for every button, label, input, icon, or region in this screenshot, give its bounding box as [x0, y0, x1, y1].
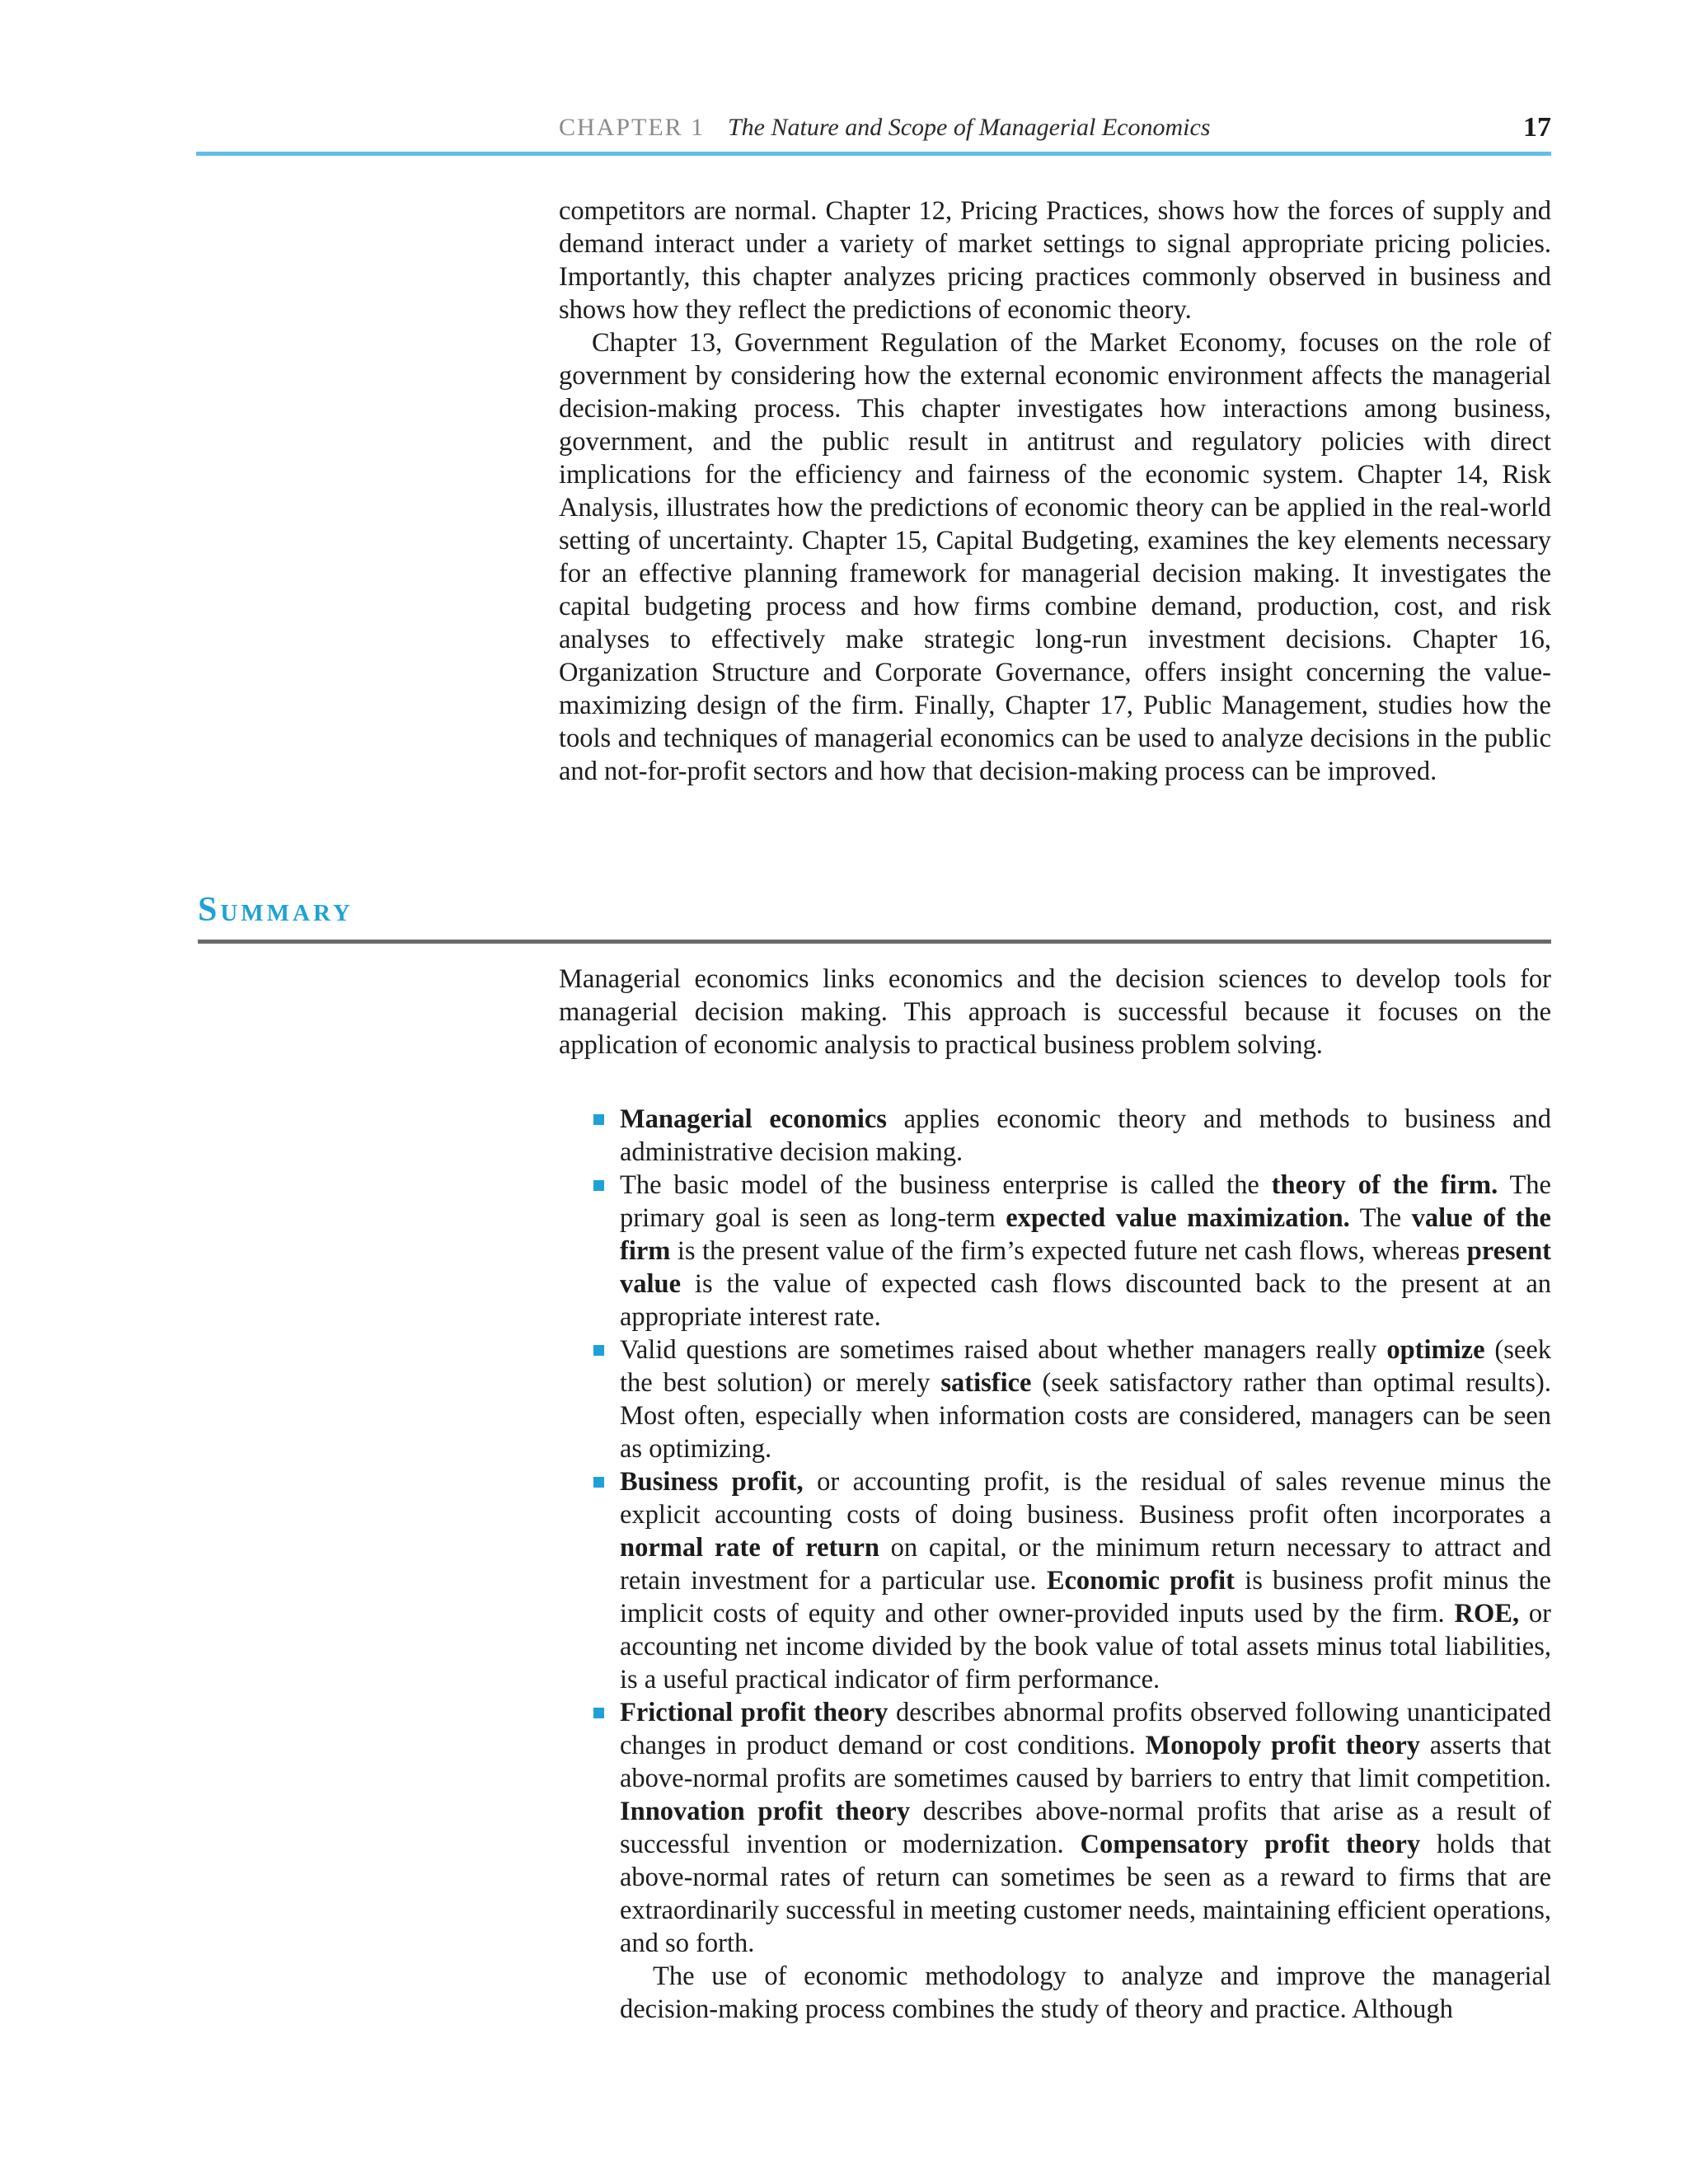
bullet-text: or accounting profit, is the residual of sales revenue minus the explicit accounting costs of doing business. Business profit often incorporates a [620, 1467, 1551, 1530]
term: satisfice [940, 1368, 1032, 1398]
term: Innovation profit theory [620, 1797, 911, 1826]
summary-bullet-2 [620, 1169, 1551, 1333]
bullet-text: Valid questions are sometimes raised about whether managers really [620, 1335, 1387, 1365]
term: value of the firm [620, 1203, 1551, 1266]
intro-paragraph-1: competitors are normal. Chapter 12, Pricing Practices, shows how the forces of supply and demand interact under a variety of market settings to signal appropriate pricing policies. Importantly, this chapter analyzes pricing practices commonly observed in business and shows how they reflect the predictions of economic theory. [559, 196, 1551, 325]
bullet-text: The primary goal is seen as long-term [620, 1170, 1551, 1233]
bullet-text: The [1349, 1203, 1412, 1233]
page-number: 17 [1523, 112, 1551, 143]
term: Managerial economics [620, 1104, 887, 1134]
summary-bullet-4 [620, 1465, 1551, 1696]
chapter-title: The Nature and Scope of Managerial Economics [728, 114, 1211, 141]
bullet-text: is the present value of the firm’s expected future net cash flows, whereas [670, 1236, 1467, 1266]
summary-bullet-list [620, 1103, 1551, 2026]
summary-intro-paragraph: Managerial economics links economics and the decision sciences to develop tools for managerial decision making. This approach is successful because it focuses on the application of economic analysis to practical business problem solving. [559, 964, 1551, 1060]
summary-rule [198, 940, 1551, 944]
term: Economic profit [1046, 1566, 1236, 1596]
term: theory of the firm. [1271, 1170, 1498, 1200]
term: normal rate of return [620, 1533, 879, 1563]
bullet-text: describes above-normal profits that arise as a result of successful invention or modernization. [620, 1797, 1552, 1859]
bullet-text: describes abnormal profits observed following unanticipated changes in product demand or cost conditions. [620, 1698, 1551, 1760]
bullet-text: (seek the best solution) or merely [620, 1335, 1551, 1398]
term: expected value maximization. [1006, 1203, 1350, 1233]
term: present value [620, 1236, 1551, 1299]
term: ROE, [1454, 1599, 1520, 1629]
summary-bullet-3 [620, 1333, 1551, 1465]
term: optimize [1386, 1335, 1485, 1365]
bullet-text: The basic model of the business enterprise is called the [620, 1170, 1272, 1200]
summary-bullet-5 [620, 1696, 1551, 2026]
summary-heading: Summary [198, 891, 354, 929]
header-rule [196, 152, 1551, 156]
bullet-text: (seek satisfactory rather than optimal results). Most often, especially when information costs are considered, managers can be seen as optimizing. [620, 1368, 1552, 1464]
bullet-text: on capital, or the minimum return necessary to attract and retain investment for a particular use. [620, 1533, 1551, 1596]
term: Monopoly profit theory [1145, 1731, 1421, 1760]
term: Compensatory profit theory [1080, 1830, 1421, 1859]
summary-intro [559, 963, 1551, 1062]
bullet-text: is the value of expected cash flows discounted back to the present at an appropriate interest rate. [620, 1269, 1551, 1332]
bullet-text: holds that above-normal rates of return can sometimes be seen as a reward to firms that are extraordinarily successful in meeting customer needs, maintaining efficient operations, and so forth. [620, 1830, 1551, 1958]
bullet-text: or accounting net income divided by the book value of total assets minus total liabilities, is a useful practical indicator of firm performance. [620, 1599, 1551, 1694]
summary-follow-paragraph: The use of economic methodology to analyze and improve the managerial decision-making process combines the study of theory and practice. Although [620, 1961, 1551, 2024]
bullet-text: is business profit minus the implicit costs of equity and other owner-provided inputs used by the firm. [620, 1566, 1551, 1629]
bullet-text: applies economic theory and methods to business and administrative decision making. [620, 1104, 1551, 1167]
term: Frictional profit theory [620, 1698, 889, 1727]
summary-bullet-1 [620, 1103, 1551, 1169]
running-header [559, 114, 1551, 155]
term: Business profit, [620, 1467, 804, 1497]
bullet-text: asserts that above-normal profits are sometimes caused by barriers to entry that limit competition. [620, 1731, 1551, 1793]
intro-text [559, 194, 1551, 788]
chapter-label: CHAPTER 1 [559, 114, 706, 141]
intro-paragraph-2: Chapter 13, Government Regulation of the Market Economy, focuses on the role of government by considering how the external economic environment affects the managerial decision-making process. This chapter investigates how interactions among business, government, and the public result in antitrust and regulatory policies with direct implications for the efficiency and fairness of the economic system. Chapter 14, Risk Analysis, illustrates how the predictions of economic theory can be applied in the real-world setting of uncertainty. Chapter 15, Capital Budgeting, examines the key elements necessary for an effective planning framework for managerial decision making. It investigates the capital budgeting process and how firms combine demand, production, cost, and risk analyses to effectively make strategic long-run investment decisions. Chapter 16, Organization Structure and Corporate Governance, offers insight concerning the value-maximizing design of the firm. Finally, Chapter 17, Public Management, studies how the tools and techniques of managerial economics can be used to analyze decisions in the public and not-for-profit sectors and how that decision-making process can be improved. [559, 328, 1551, 786]
